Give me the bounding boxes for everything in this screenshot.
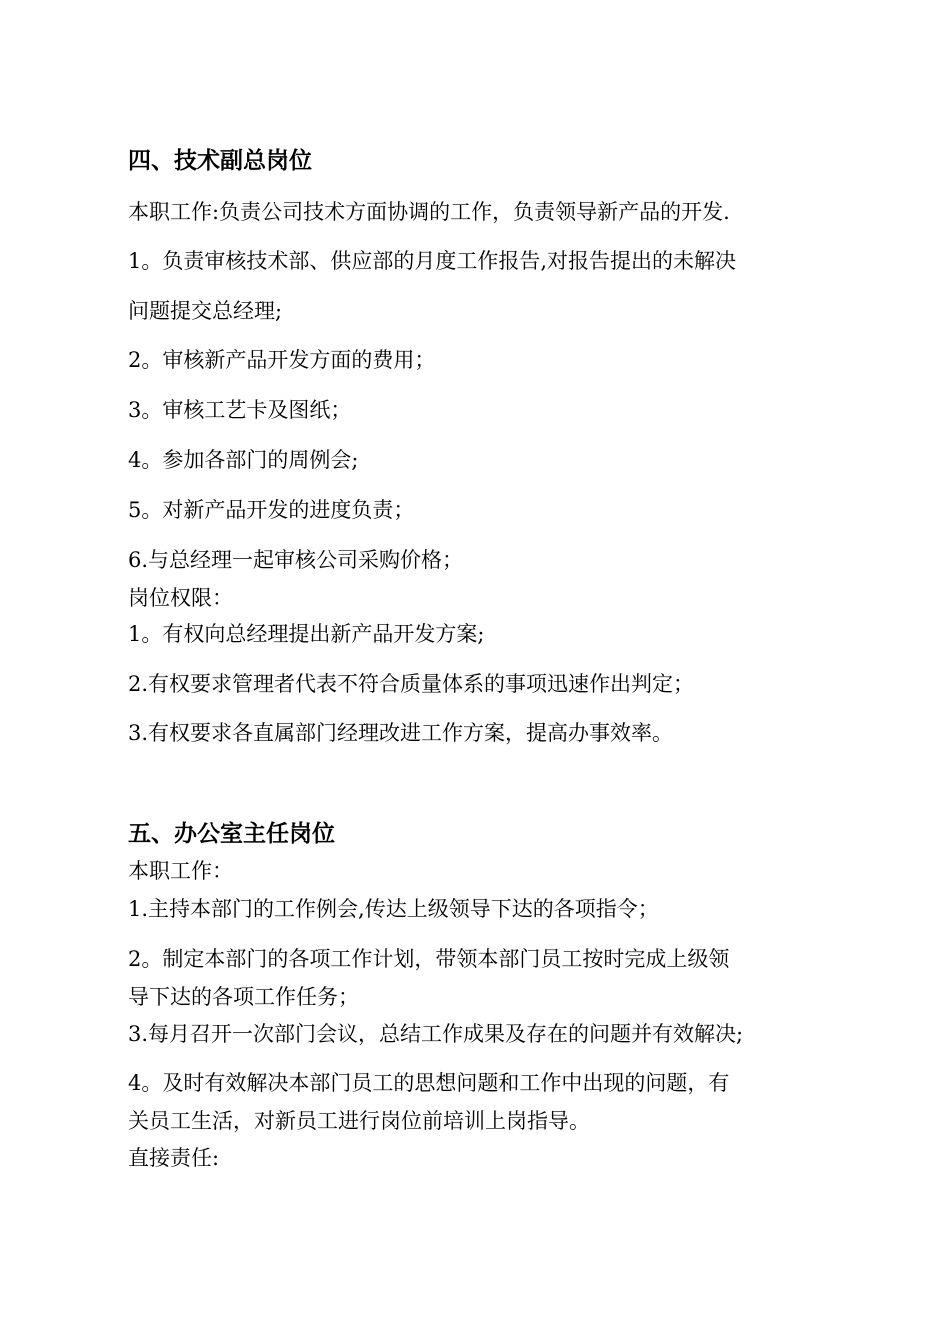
section4-authority-label: 岗位权限：: [128, 586, 233, 610]
section4-item3: 3。审核工艺卡及图纸；: [128, 398, 352, 422]
section4-item4: 4。参加各部门的周例会;: [128, 448, 359, 472]
section5-duty-label: 本职工作：: [128, 859, 233, 883]
section4-heading: 四、技术副总岗位: [128, 148, 312, 174]
section4-item6: 6.与总经理一起审核公司采购价格；: [128, 548, 464, 572]
section4-item5: 5。对新产品开发的进度负责；: [128, 498, 415, 522]
section5-item3: 3.每月召开一次部门会议，总结工作成果及存在的问题并有效解决;: [128, 1022, 744, 1046]
section4-item1-line2: 问题提交总经理;: [128, 299, 283, 323]
section5-item2-line1: 2。制定本部门的各项工作计划，带领本部门员工按时完成上级领: [128, 947, 730, 971]
section5-item4-line2: 关员工生活，对新员工进行岗位前培训上岗指导。: [128, 1109, 590, 1133]
section4-item2: 2。审核新产品开发方面的费用；: [128, 348, 436, 372]
section4-item1-line1: 1。负责审核技术部、供应部的月度工作报告,对报告提出的未解决: [128, 249, 737, 273]
section5-responsibility-label: 直接责任:: [128, 1146, 220, 1170]
section5-heading: 五、办公室主任岗位: [128, 821, 335, 847]
section5-item1: 1.主持本部门的工作例会,传达上级领导下达的各项指令；: [128, 897, 659, 921]
section4-auth2: 2.有权要求管理者代表不符合质量体系的事项迅速作出判定；: [128, 672, 695, 696]
section4-auth3: 3.有权要求各直属部门经理改进工作方案，提高办事效率。: [128, 721, 674, 745]
section5-item4-line1: 4。及时有效解决本部门员工的思想问题和工作中出现的问题，有: [128, 1071, 730, 1095]
section4-auth1: 1。有权向总经理提出新产品开发方案;: [128, 622, 485, 646]
section5-item2-line2: 导下达的各项工作任务；: [128, 985, 359, 1009]
section4-duty: 本职工作:负责公司技术方面协调的工作，负责领导新产品的开发.: [128, 200, 730, 224]
